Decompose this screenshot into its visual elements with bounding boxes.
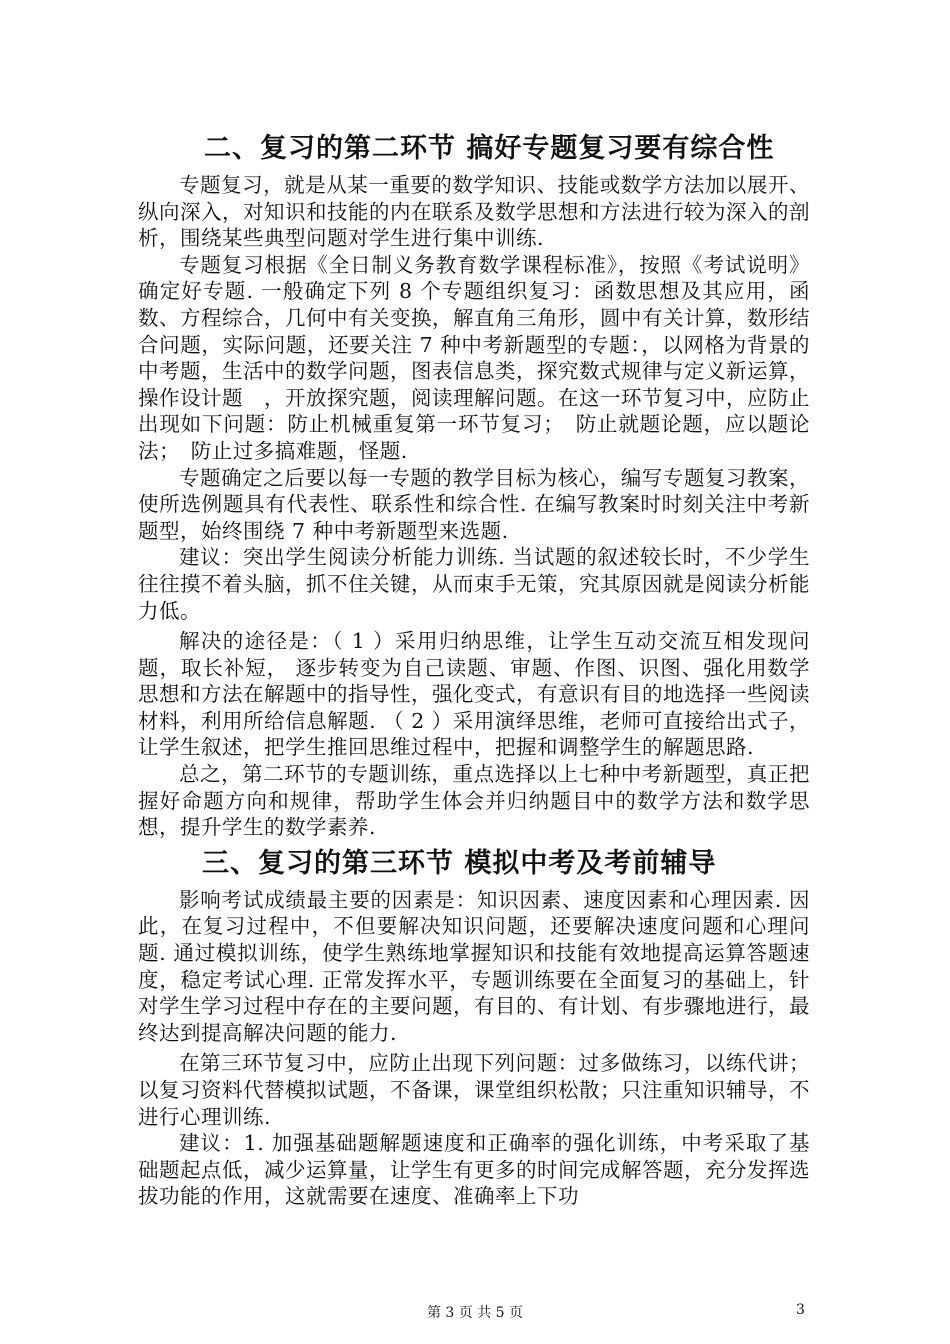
paragraph: 在第三环节复习中，应防止出现下列问题：过多做练习，以练代讲；以复习资料代替模拟试题，不备课，课堂组织松散；只注重知识辅导，不进行心理训练. bbox=[138, 1051, 810, 1129]
page-footer-info: 第 3 页 共 5 页 bbox=[426, 1305, 524, 1321]
page-number: 3 bbox=[796, 1302, 805, 1318]
section-heading-2: 二、复习的第二环节 搞好专题复习要有综合性 bbox=[204, 133, 775, 164]
paragraph: 影响考试成绩最主要的因素是：知识因素、速度因素和心理因素. 因此，在复习过程中，不但要解决知识问题，还要解决速度问题和心理问题. 通过模拟训练，使学生熟练地掌握知识和技能有效地提高运算答题速度，稳定考试心理. 正常发挥水平，专题训练要在全面复习的基础上，针对学生学习过程中存在的主要问题，有目的、有计划、有步骤地进行，最终达到提高解决问题的能力. bbox=[138, 887, 810, 1045]
section-heading-3: 三、复习的第三环节 模拟中考及考前辅导 bbox=[202, 847, 717, 879]
paragraph: 建议：突出学生阅读分析能力训练. 当试题的叙述较长时，不少学生往往摸不着头脑，抓不住关键，从而束手无策，究其原因就是阅读分析能力低。 bbox=[138, 545, 810, 623]
page-content bbox=[138, 128, 810, 1210]
paragraph: 专题复习，就是从某一重要的数学知识、技能或数学方法加以展开、纵向深入，对知识和技能的内在联系及数学思想和方法进行较为深入的剖析，围绕某些典型问题对学生进行集中训练. bbox=[138, 173, 810, 251]
paragraph: 总之，第二环节的专题训练，重点选择以上七种中考新题型，真正把握好命题方向和规律，帮助学生体会并归纳题目中的数学方法和数学思想，提升学生的数学素养. bbox=[138, 762, 810, 840]
paragraph: 专题复习根据《全日制义务教育数学课程标准》，按照《考试说明》确定好专题. 一般确定下列 8 个专题组织复习：函数思想及其应用，函数、方程综合，几何中有关变换，解直角三角形，圆中有关计算，数形结合问题，实际问题，还要关注 7 种中考新题型的专题：，以网格为背景的中考题，生活中的数学问题，图表信息类，探究数式规律与定义新运算，操作设计题 ，开放探究题，阅读理解问题。在这一环节复习中，应防止出现如下问题：防止机械重复第一环节复习； 防止就题论题，应以题论法； 防止过多搞难题，怪题. bbox=[138, 252, 810, 463]
paragraph: 解决的途径是：（ 1 ）采用归纳思维，让学生互动交流互相发现问题，取长补短， 逐步转变为自己读题、审题、作图、识图、强化用数学思想和方法在解题中的指导性，强化变式，有意识有目的地选择一些阅读材料，利用所给信息解题. （ 2 ）采用演绎思维，老师可直接给出式子，让学生叙述，把学生推回思维过程中，把握和调整学生的解题思路. bbox=[138, 629, 810, 760]
paragraph: 建议：1. 加强基础题解题速度和正确率的强化训练，中考采取了基础题起点低，减少运算量，让学生有更多的时间完成解答题，充分发挥选拔功能的作用，这就需要在速度、准确率上下功 bbox=[138, 1131, 810, 1209]
paragraph: 专题确定之后要以每一专题的教学目标为核心，编写专题复习教案，使所选例题具有代表性、联系性和综合性. 在编写教案时时刻关注中考新题型，始终围绕 7 种中考新题型来选题. bbox=[138, 465, 810, 543]
